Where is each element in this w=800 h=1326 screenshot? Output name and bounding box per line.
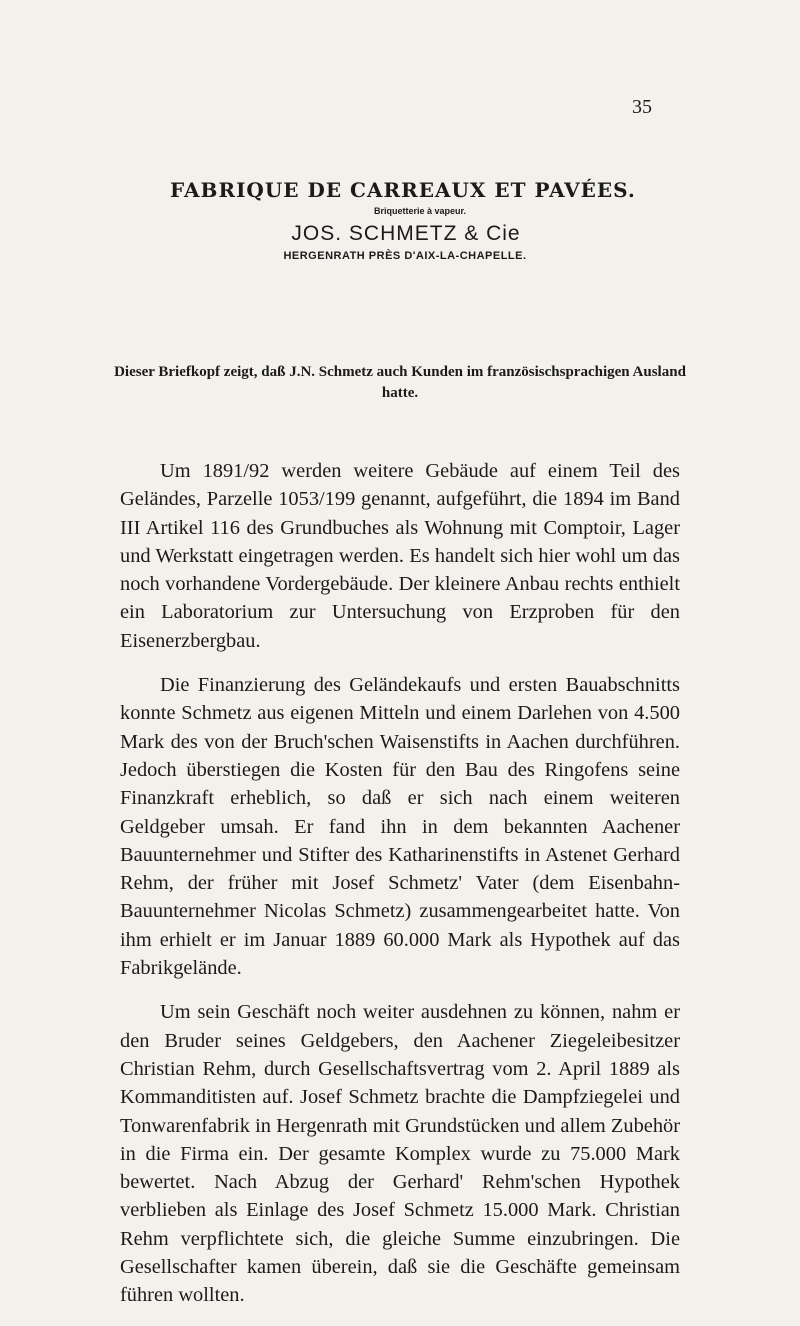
body-text xyxy=(120,457,680,1326)
page-number: 35 xyxy=(632,96,652,118)
letterhead-place: HERGENRATH PRÈS D'AIX-LA-CHAPELLE. xyxy=(283,250,527,262)
paragraph: Die Finanzierung des Geländekaufs und ersten Bauabschnitts konnte Schmetz aus eigenen Mitteln und einem Darlehen von 4.500 Mark des von der Bruch'schen Waisenstifts in Aachen durchführen. Jedoch überstiegen die Kosten für den Bau des Ringofens seine Finanzkraft erheblich, so daß er sich nach einem weiteren Geldgeber umsah. Er fand ihn in dem bekannten Aachener Bauunternehmer und Stifter des Katharinenstifts in Astenet Gerhard Rehm, der früher mit Josef Schmetz' Vater (dem Eisenbahn-Bauunternehmer Nicolas Schmetz) zusammengearbeitet hatte. Von ihm erhielt er im Januar 1889 60.000 Mark als Hypothek auf das Fabrikgelände. xyxy=(120,674,680,980)
letterhead-company: FABRIQUE DE CARREAUX ET PAVÉES. xyxy=(170,178,636,202)
paragraph: Um sein Geschäft noch weiter ausdehnen zu können, nahm er den Bruder seines Geldgebers, den Aachener Ziegeleibesitzer Christian Rehm, durch Gesellschaftsvertrag vom 2. April 1889 als Kommanditisten auf. Josef Schmetz brachte die Dampfziegelei und Tonwarenfabrik in Hergenrath mit Grundstücken und allem Zubehör in die Firma ein. Der gesamte Komplex wurde zu 75.000 Mark bewertet. Nach Abzug der Gerhard' Rehm'schen Hypothek verblieben als Einlage des Josef Schmetz 15.000 Mark. Christian Rehm verpflichtete sich, die gleiche Summe einzubringen. Die Gesellschafter kamen überein, daß sie die Geschäfte gemeinsam führen wollten. xyxy=(120,1001,680,1307)
paragraph: Um 1891/92 werden weitere Gebäude auf einem Teil des Geländes, Parzelle 1053/199 genannt, aufgeführt, die 1894 im Band III Artikel 116 des Grundbuches als Wohnung mit Comptoir, Lager und Werkstatt eingetragen werden. Es handelt sich hier wohl um das noch vorhandene Vordergebäude. Der kleinere Anbau rechts enthielt ein Laboratorium zur Untersuchung von Erzproben für den Eisenerzbergbau. xyxy=(120,460,680,652)
letterhead-owner: JOS. SCHMETZ & Cie xyxy=(291,222,521,245)
letterhead xyxy=(120,178,680,262)
figure-caption: Dieser Briefkopf zeigt, daß J.N. Schmetz auch Kunden im französischsprachigen Ausland hatte. xyxy=(114,364,686,401)
letterhead-subline: Briquetterie à vapeur. xyxy=(373,206,467,216)
